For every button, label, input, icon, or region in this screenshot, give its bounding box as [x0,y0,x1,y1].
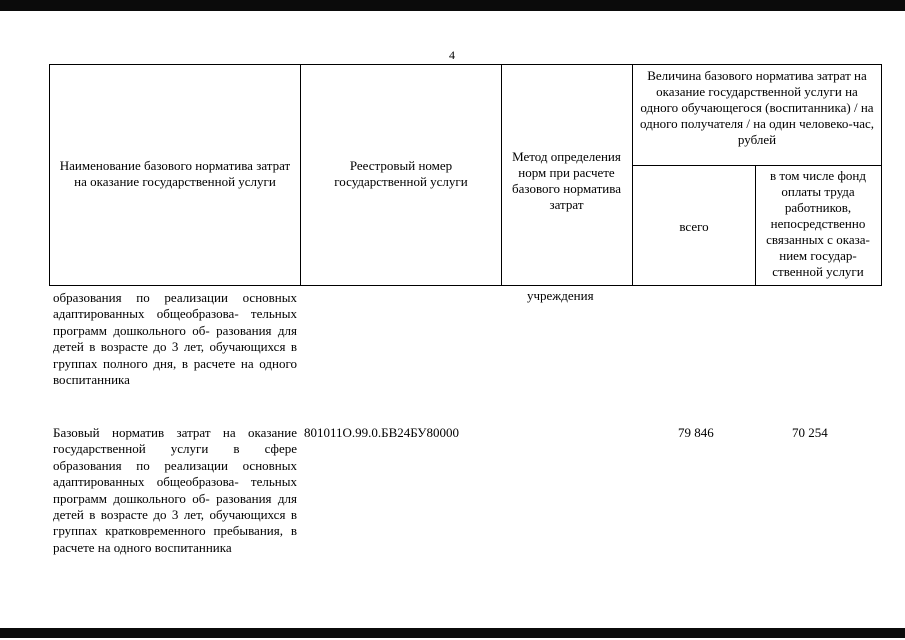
page-number: 4 [449,48,455,62]
row-2-total: 79 846 [678,425,714,440]
row-2-wages: 70 254 [792,425,828,440]
col-divider-1 [300,64,301,286]
header-name: Наименование базового норматива затрат на оказание государственной услуги [59,158,291,189]
header-total: всего [679,219,709,234]
scan-bottom-border [0,628,905,638]
table-top-line [49,64,882,65]
table-header-bottom-line [49,285,882,286]
subheader-line [632,165,882,166]
header-wages: в том числе фонд оплаты труда работников, непосредственно связанных с оказа- нием государ- ственной услуги [766,168,870,279]
header-method: Метод определения норм при расчете базового норматива затрат [512,149,621,212]
row-1-method: учреждения [527,288,594,303]
header-registry: Реестровый номер государственной услуги [334,158,468,189]
scan-top-border [0,0,905,11]
col-divider-2 [501,64,502,286]
col-divider-4 [755,165,756,286]
table-left-line [49,64,50,286]
header-value-group: Величина базового норматива затрат на оказание государственной услуги на одного обучающегося (воспитанника) / на одного получателя / на один человеко-час, рублей [639,68,875,147]
row-1-name: образования по реализации основных адаптированных общеобразова- тельных программ дошкольного об- разования для детей в возрасте до 3 лет, обучающихся в группах полного дня, в расчете на одного воспитанника [53,290,297,388]
col-divider-3 [632,64,633,286]
row-2-name: Базовый норматив затрат на оказание государственной услуги в сфере образования по реализации основных адаптированных общеобразова- тельных программ дошкольного об- разования для детей в возрасте до 3 лет, обучающихся в группах кратковременного пребывания, в расчете на одного воспитанника [53,425,297,555]
table-right-line [881,64,882,286]
row-2-registry: 801011О.99.0.БВ24БУ80000 [304,425,460,440]
